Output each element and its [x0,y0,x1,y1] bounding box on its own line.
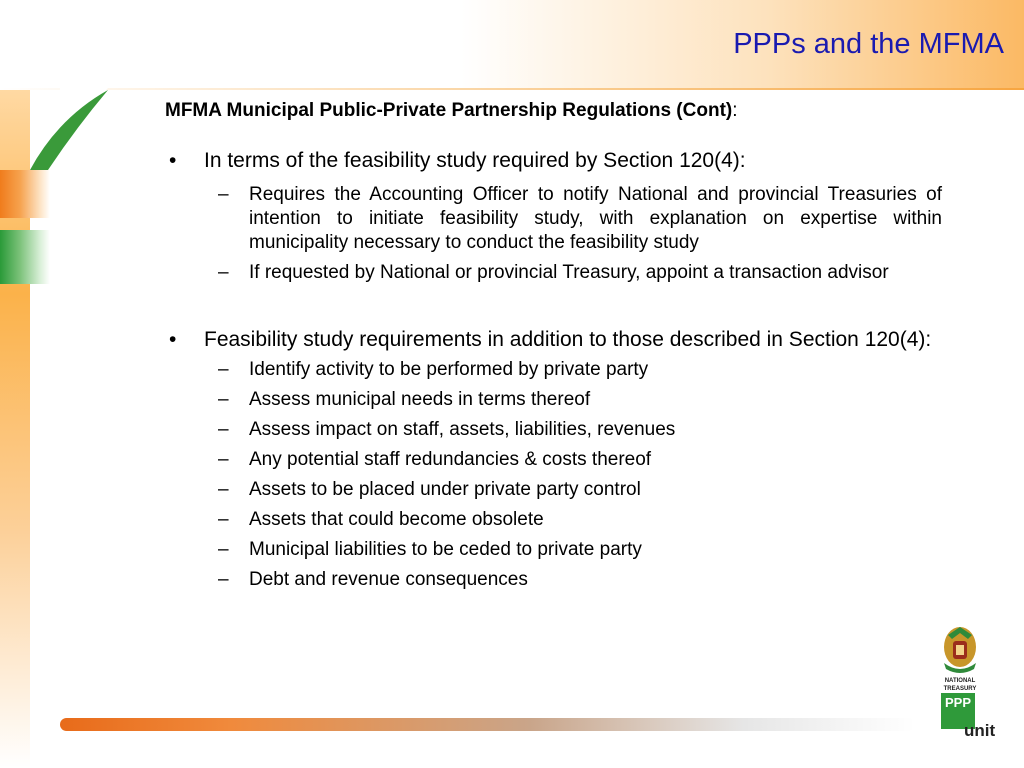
sub-item-text: If requested by National or provincial Treasury, appoint a transaction advisor [249,262,889,283]
dash-marker: – [218,449,229,470]
sub-item-text: Assets to be placed under private party control [249,479,641,500]
dash-marker: – [218,479,229,500]
top-banner-line [0,88,1024,90]
bullet-text: Feasibility study requirements in addition to those described in Section 120(4): [204,328,932,351]
sub-item [165,358,942,382]
sub-item [165,568,942,592]
dash-marker: – [218,419,229,440]
bottom-decorative-bar [60,718,915,731]
dash-marker: – [218,184,229,205]
dash-marker: – [218,359,229,380]
sub-item [165,183,942,255]
sub-item-text: Assess impact on staff, assets, liabilities, revenues [249,419,676,440]
unit-label: unit [964,721,996,740]
sub-item [165,508,942,532]
heading-colon: : [732,100,738,121]
slide-content [165,98,942,592]
sub-item [165,538,942,562]
logo-area [930,625,996,755]
dash-marker: – [218,389,229,410]
sub-item-text: Requires the Accounting Officer to notify National and provincial Treasuries of intention to initiate feasibility study, with explanation on expertise within municipality necessary to conduct the feasibility study [249,184,942,253]
dash-marker: – [218,569,229,590]
green-accent-block [0,230,50,284]
slide-title: PPPs and the MFMA [733,28,1004,60]
sub-item [165,261,942,285]
sub-item [165,388,942,412]
dash-marker: – [218,262,229,283]
sub-item [165,418,942,442]
bullet-item [165,327,942,352]
sub-item-text: Any potential staff redundancies & costs thereof [249,449,652,470]
bullet-item [165,148,942,173]
bullet-marker: • [169,149,177,172]
dash-marker: – [218,539,229,560]
bullet-text: In terms of the feasibility study required by Section 120(4): [204,149,746,172]
bullet-marker: • [169,328,177,351]
sub-item [165,448,942,472]
sub-list [165,358,942,592]
dash-marker: – [218,509,229,530]
sub-item-text: Assets that could become obsolete [249,509,544,530]
heading-text: MFMA Municipal Public-Private Partnership Regulations (Cont) [165,100,733,121]
orange-accent-block [0,170,50,218]
sub-item-text: Debt and revenue consequences [249,569,528,590]
sub-item-text: Identify activity to be performed by private party [249,359,649,380]
sub-item-text: Municipal liabilities to be ceded to private party [249,539,642,560]
coat-of-arms-icon [930,625,990,677]
ppp-logo: PPP [941,693,975,729]
slide-heading [165,98,942,124]
green-swoosh-graphic [0,88,110,178]
sub-item-text: Assess municipal needs in terms thereof [249,389,591,410]
sub-item [165,478,942,502]
national-treasury-label: NATIONAL TREASURY [943,678,977,692]
